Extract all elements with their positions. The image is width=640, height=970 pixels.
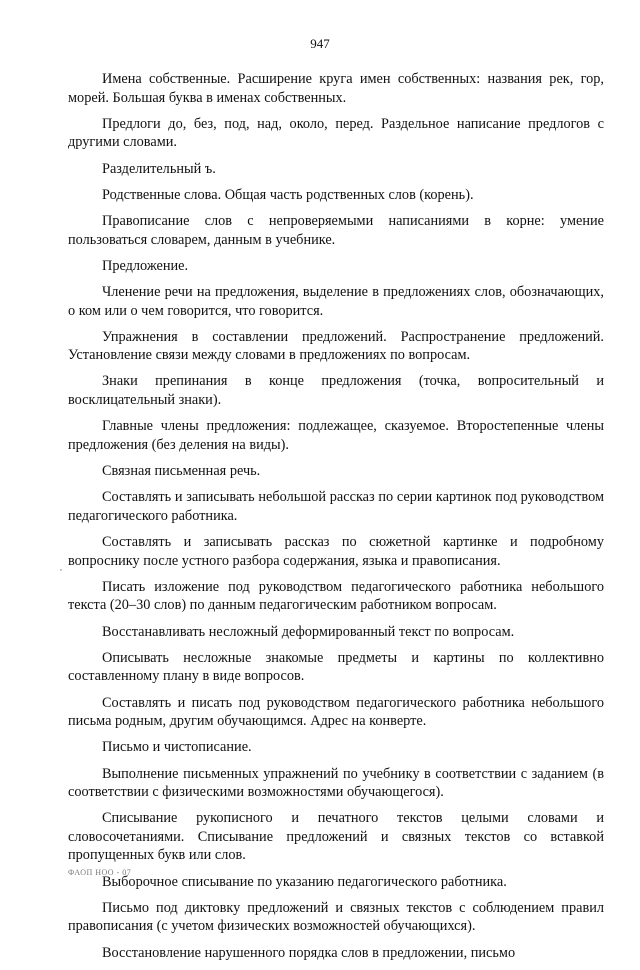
paragraph: Упражнения в составлении предложений. Распространение предложений. Установление связи между словами в предложениях по вопросам. — [68, 328, 604, 364]
paragraph: Выборочное списывание по указанию педагогического работника. — [102, 873, 507, 890]
paragraph: Предлоги до, без, под, над, около, перед. Раздельное написание предлогов с другими словами. — [68, 115, 604, 151]
paragraph: Восстанавливать несложный деформированный текст по вопросам. — [102, 623, 515, 640]
paragraph: Имена собственные. Расширение круга имен собственных: названия рек, гор, морей. Большая буква в именах собственных. — [68, 71, 604, 106]
paragraph: Списывание рукописного и печатного текстов целыми словами и словосочетаниями. Списывание предложений и связных текстов со вставкой пропущенных букв или слов. — [68, 810, 604, 864]
paragraph: Правописание слов с непроверяемыми написаниями в корне: умение пользоваться словарем, данным в учебнике. — [68, 212, 604, 248]
paragraph: Описывать несложные знакомые предметы и картины по коллективно составленному плану в виде вопросов. — [68, 649, 604, 685]
paragraph: Членение речи на предложения, выделение в предложениях слов, обозначающих, о ком или о чем говорится, что говорится. — [68, 283, 604, 319]
paragraph: Знаки препинания в конце предложения (точка, вопросительный и восклицательный знаки). — [68, 373, 604, 409]
scan-speck: , — [60, 563, 62, 572]
paragraph: Письмо под диктовку предложений и связных текстов с соблюдением правил правописания (с учетом физических возможностей обучающихся). — [68, 899, 604, 935]
paragraph: Предложение. — [102, 257, 189, 274]
document-footer: ФАОП НОО - 07 — [68, 868, 132, 877]
page-body — [68, 70, 604, 970]
paragraph: Главные члены предложения: подлежащее, сказуемое. Второстепенные члены предложения (без деления на виды). — [68, 418, 604, 453]
paragraph: Выполнение письменных упражнений по учебнику в соответствии с заданием (в соответствии с физическими возможностями обучающегося). — [68, 765, 604, 801]
paragraph: Родственные слова. Общая часть родственных слов (корень). — [102, 186, 474, 203]
paragraph: Составлять и писать под руководством педагогического работника небольшого письма родным, другим обучающимся. Адрес на конверте. — [68, 694, 604, 730]
paragraph: Письмо и чистописание. — [102, 739, 252, 756]
page-number: 947 — [310, 36, 330, 51]
paragraph: Восстановление нарушенного порядка слов в предложении, письмо — [102, 944, 516, 961]
paragraph: Составлять и записывать небольшой рассказ по серии картинок под руководством педагогического работника. — [68, 489, 604, 524]
paragraph: Разделительный ъ. — [102, 160, 216, 177]
paragraph: Писать изложение под руководством педагогического работника небольшого текста (20–30 слов) по данным педагогическим работником вопросам. — [68, 578, 604, 614]
paragraph: Связная письменная речь. — [102, 463, 261, 480]
paragraph: Составлять и записывать рассказ по сюжетной картинке и подробному вопроснику после устного разбора содержания, языка и правописания. — [68, 534, 604, 569]
